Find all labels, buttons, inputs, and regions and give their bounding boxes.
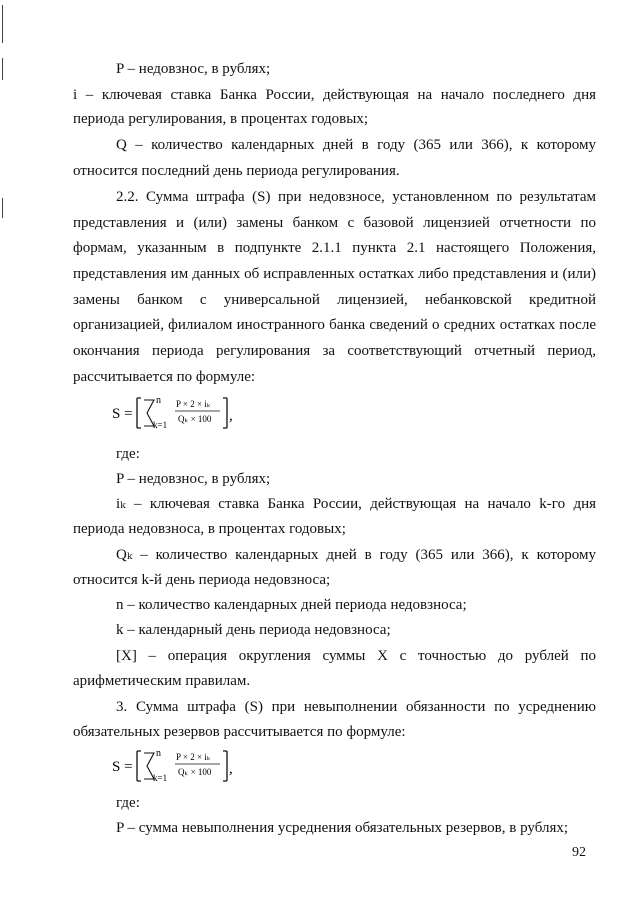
text-line: формам, указанным в подпункте 2.1.1 пункта 2.1 настоящего Положения,: [73, 240, 596, 256]
text-line: P – сумма невыполнения усреднения обязательных резервов, в рублях;: [116, 820, 569, 836]
formula-lhs: S =: [112, 759, 133, 775]
text-line: периода недовзноса, в процентах годовых;: [73, 521, 346, 537]
text-line: Q – количество календарных дней в году (365 или 366), к которому: [116, 137, 596, 153]
text-line: где:: [116, 795, 140, 811]
formula-lower: k=1: [153, 773, 168, 783]
formula-denominator: Qₖ × 100: [178, 414, 212, 424]
text-line: где:: [116, 446, 140, 462]
text-line: i – ключевая ставка Банка России, действующая на начало последнего дня: [73, 87, 596, 103]
formula-lower: k=1: [153, 420, 168, 430]
text-line: рассчитывается по формуле:: [73, 369, 256, 385]
text-line: P – недовзнос, в рублях;: [116, 61, 271, 77]
formula-upper: n: [156, 395, 161, 406]
text-line: iₖ – ключевая ставка Банка России, действующая на начало k-го дня: [116, 496, 596, 512]
formula: [112, 390, 252, 434]
margin-mark: [2, 198, 3, 218]
formula-denominator: Qₖ × 100: [178, 767, 212, 777]
text-line: периода регулирования, в процентах годовых;: [73, 111, 369, 127]
text-line: Qₖ – количество календарных дней в году (365 или 366), к которому: [116, 547, 596, 563]
margin-mark: [2, 58, 3, 80]
text-line: n – количество календарных дней периода недовзноса;: [116, 597, 467, 613]
text-line: представления им данных об исправленных остатках либо представления и (или): [73, 266, 596, 282]
page-number: 92: [572, 845, 586, 860]
formula: [112, 743, 252, 787]
formula-tail: ,: [229, 761, 233, 777]
text-line: обязательных резервов рассчитывается по формуле:: [73, 724, 406, 740]
text-line: k – календарный день периода недовзноса;: [116, 622, 391, 638]
text-line: организацией, филиалом иностранного банка сведений о средних остатках после: [73, 317, 596, 333]
margin-mark: [2, 5, 3, 43]
text-line: 3. Сумма штрафа (S) при невыполнении обязанности по усреднению: [116, 699, 596, 715]
text-line: замены банком с универсальной лицензией, небанковской кредитной: [73, 292, 596, 308]
text-line: [X] – операция округления суммы X с точностью до рублей по: [116, 648, 596, 664]
text-line: 2.2. Сумма штрафа (S) при недовзносе, установленном по результатам: [116, 189, 596, 205]
text-line: P – недовзнос, в рублях;: [116, 471, 271, 487]
formula-numerator: P × 2 × iₖ: [176, 752, 211, 762]
text-line: окончания периода регулирования за соответствующий отчетный период,: [73, 343, 596, 359]
text-line: относится k-й день периода недовзноса;: [73, 572, 331, 588]
formula-numerator: P × 2 × iₖ: [176, 399, 211, 409]
formula-tail: ,: [229, 408, 233, 424]
formula-lhs: S =: [112, 406, 133, 422]
formula-upper: n: [156, 748, 161, 759]
text-line: относится последний день периода регулирования.: [73, 163, 400, 179]
text-line: арифметическим правилам.: [73, 673, 251, 689]
text-line: представления и (или) замены банком с базовой лицензией отчетности по: [73, 215, 596, 231]
